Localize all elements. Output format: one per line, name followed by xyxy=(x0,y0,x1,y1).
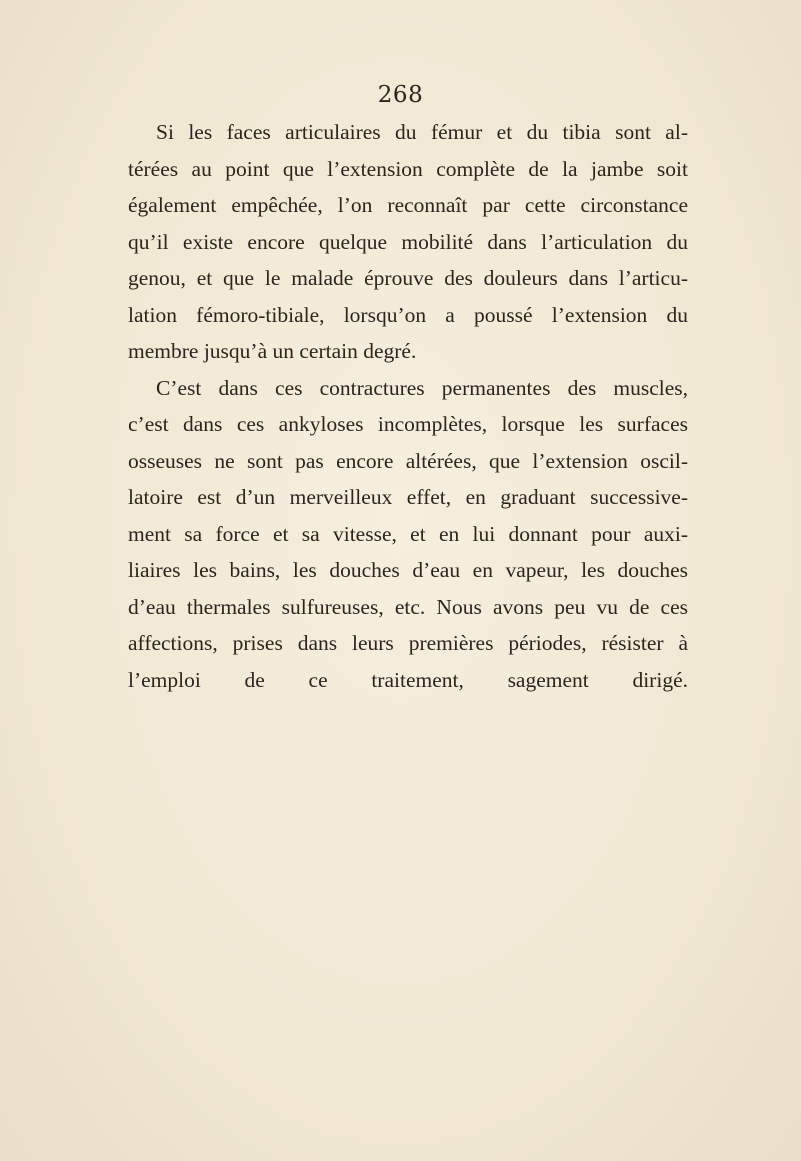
text-line: lation fémoro-tibiale, lorsqu’on a poussé l’extension du xyxy=(128,302,688,327)
paragraph-2 xyxy=(128,370,688,735)
text-line: térées au point que l’extension complète de la jambe soit xyxy=(128,156,688,181)
text-line: liaires les bains, les douches d’eau en vapeur, les douches xyxy=(128,558,688,582)
paragraph-1 xyxy=(128,114,688,370)
text-line: c’est dans ces ankyloses incomplètes, lorsque les surfaces xyxy=(128,412,688,436)
text-line xyxy=(128,698,688,735)
text-line: d’eau thermales sulfureuses, etc. Nous avons peu vu de ces xyxy=(128,594,688,619)
text-line: l’emploi de ce traitement, sagement dirigé. xyxy=(128,667,688,692)
body-text xyxy=(128,114,688,735)
text-line: également empêchée, l’on reconnaît par cette circonstance xyxy=(128,193,688,217)
text-line: affections, prises dans leurs premières périodes, résister à xyxy=(128,631,688,655)
text-line: osseuses ne sont pas encore altérées, que l’extension oscil- xyxy=(128,448,688,473)
page-number: 268 xyxy=(377,82,424,108)
text-line: ment sa force et sa vitesse, et en lui donnant pour auxi- xyxy=(128,521,688,546)
text-line: membre jusqu’à un certain degré. xyxy=(128,339,417,363)
text-line: qu’il existe encore quelque mobilité dans l’articulation du xyxy=(128,229,688,254)
text-line: C’est dans ces contractures permanentes des muscles, xyxy=(156,375,688,400)
text-line: genou, et que le malade éprouve des douleurs dans l’articu- xyxy=(128,266,688,290)
text-line: Si les faces articulaires du fémur et du tibia sont al- xyxy=(156,120,688,144)
text-line: latoire est d’un merveilleux effet, en graduant successive- xyxy=(128,485,688,509)
